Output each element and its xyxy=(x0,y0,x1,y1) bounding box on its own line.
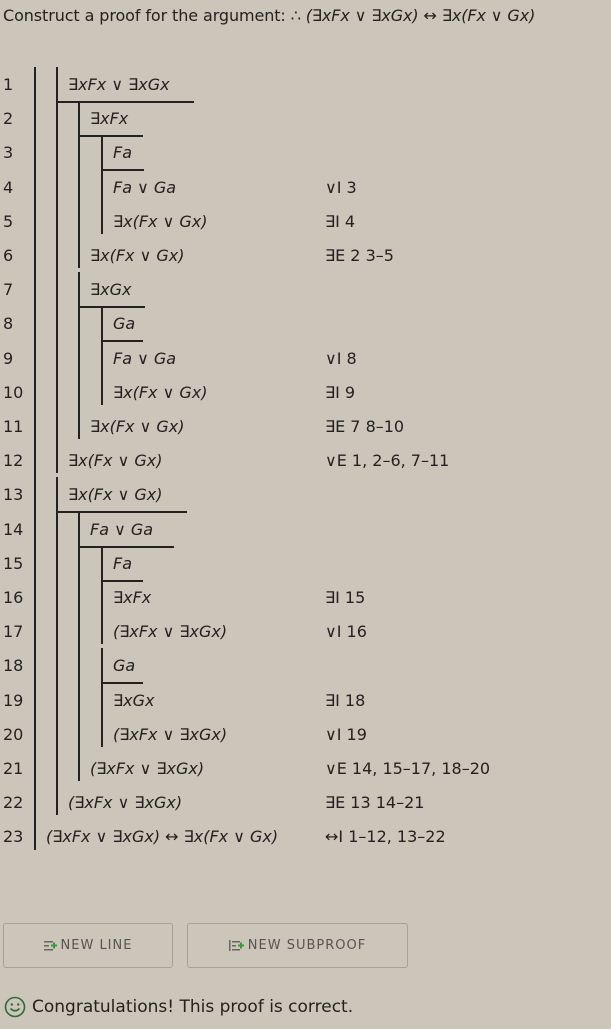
assumption-bar xyxy=(58,511,187,513)
proof-line[interactable] xyxy=(0,716,611,750)
assumption-bar xyxy=(80,306,145,308)
assumption-bar xyxy=(103,169,144,171)
line-formula[interactable]: Fa ∨ Ga xyxy=(113,177,177,197)
line-formula[interactable]: ∃xFx xyxy=(113,588,152,607)
scope-line xyxy=(56,477,58,815)
line-justification[interactable]: ∨I 3 xyxy=(325,177,357,197)
line-formula[interactable]: (∃xFx ∨ ∃xGx) xyxy=(90,759,205,778)
proof-line[interactable] xyxy=(0,134,611,168)
line-number: 4 xyxy=(3,177,14,197)
assumption-bar xyxy=(80,135,143,137)
line-number: 15 xyxy=(3,553,24,573)
line-justification[interactable]: ∃E 2 3–5 xyxy=(325,246,394,265)
line-formula[interactable]: ∃x(Fx ∨ Gx) xyxy=(113,211,208,231)
scope-line xyxy=(78,101,80,268)
line-number: 22 xyxy=(3,793,24,813)
new-line-label: NEW LINE xyxy=(60,938,133,953)
line-justification[interactable]: ∃E 7 8–10 xyxy=(325,417,405,436)
problem-prompt xyxy=(3,6,535,25)
line-justification[interactable]: ∨E 14, 15–17, 18–20 xyxy=(325,759,491,778)
line-justification[interactable]: ∃I 18 xyxy=(325,690,366,710)
line-number: 21 xyxy=(3,759,24,778)
line-formula[interactable]: (∃xFx ∨ ∃xGx) xyxy=(113,622,228,642)
scope-line xyxy=(101,135,103,234)
proof-line[interactable] xyxy=(0,545,611,579)
line-formula[interactable]: ∃xFx xyxy=(90,109,129,129)
proof-line[interactable] xyxy=(0,66,611,100)
line-number: 13 xyxy=(3,485,24,505)
proof-line[interactable] xyxy=(0,818,611,852)
line-formula[interactable]: Fa xyxy=(113,553,133,573)
assumption-bar xyxy=(103,580,143,582)
status-message xyxy=(4,996,353,1018)
new-subproof-icon xyxy=(229,940,244,951)
new-line-button[interactable] xyxy=(3,923,173,968)
line-justification[interactable]: ∃I 15 xyxy=(325,588,366,607)
line-formula[interactable]: ∃x(Fx ∨ Gx) xyxy=(90,417,185,436)
proof-line[interactable] xyxy=(0,305,611,339)
line-number: 11 xyxy=(3,417,24,436)
new-subproof-button[interactable] xyxy=(187,923,408,968)
line-formula[interactable]: (∃xFx ∨ ∃xGx) xyxy=(113,724,228,744)
proof-line[interactable] xyxy=(0,511,611,545)
proof-line[interactable] xyxy=(0,100,611,134)
prompt-text: Construct a proof for the argument: ∴ xyxy=(3,6,306,25)
line-formula[interactable]: Ga xyxy=(113,314,136,334)
line-number: 19 xyxy=(3,690,24,710)
proof-line[interactable] xyxy=(0,682,611,716)
assumption-bar xyxy=(80,546,174,548)
scope-line xyxy=(101,546,103,645)
proof-line[interactable] xyxy=(0,647,611,681)
line-number: 12 xyxy=(3,451,24,471)
proof-line[interactable] xyxy=(0,237,611,271)
proof-line[interactable] xyxy=(0,613,611,647)
line-number: 6 xyxy=(3,246,14,265)
line-number: 16 xyxy=(3,588,24,607)
line-number: 23 xyxy=(3,827,24,847)
scope-line xyxy=(101,306,103,405)
line-justification[interactable]: ∨I 16 xyxy=(325,622,367,642)
smiley-icon xyxy=(4,996,26,1018)
proof-line[interactable] xyxy=(0,784,611,818)
line-formula[interactable]: ∃xGx xyxy=(90,280,132,300)
assumption-bar xyxy=(103,682,143,684)
line-justification[interactable]: ∨I 19 xyxy=(325,724,367,744)
proof-line[interactable] xyxy=(0,408,611,442)
line-number: 10 xyxy=(3,382,24,402)
proof-line[interactable] xyxy=(0,476,611,510)
proof-line[interactable] xyxy=(0,203,611,237)
proof-line[interactable] xyxy=(0,374,611,408)
line-formula[interactable]: ∃x(Fx ∨ Gx) xyxy=(113,382,208,402)
proof-line[interactable] xyxy=(0,271,611,305)
line-justification[interactable]: ∨E 1, 2–6, 7–11 xyxy=(325,451,450,471)
assumption-bar xyxy=(103,340,143,342)
status-text: Congratulations! This proof is correct. xyxy=(32,997,354,1017)
proof-line[interactable] xyxy=(0,750,611,784)
line-number: 2 xyxy=(3,109,14,129)
line-formula[interactable]: Fa ∨ Ga xyxy=(90,519,154,539)
line-justification[interactable]: ∨I 8 xyxy=(325,348,357,368)
line-justification[interactable]: ∃I 4 xyxy=(325,211,356,231)
new-subproof-label: NEW SUBPROOF xyxy=(247,938,367,953)
scope-line xyxy=(78,272,80,439)
line-formula[interactable]: Fa xyxy=(113,143,133,163)
new-line-icon xyxy=(44,940,57,951)
proof-area xyxy=(0,66,611,906)
line-number: 8 xyxy=(3,314,14,334)
line-formula[interactable]: ∃xFx ∨ ∃xGx xyxy=(68,75,170,94)
line-number: 5 xyxy=(3,211,14,231)
line-number: 3 xyxy=(3,143,14,163)
proof-line[interactable] xyxy=(0,169,611,203)
line-formula[interactable]: ∃x(Fx ∨ Gx) xyxy=(68,485,163,505)
line-justification[interactable]: ↔I 1–12, 13–22 xyxy=(325,827,446,847)
proof-line[interactable] xyxy=(0,579,611,613)
line-formula[interactable]: ∃xGx xyxy=(113,690,155,710)
line-number: 1 xyxy=(3,75,14,94)
scope-line xyxy=(56,67,58,473)
proof-line[interactable] xyxy=(0,340,611,374)
scope-line xyxy=(101,648,103,747)
line-formula[interactable]: (∃xFx ∨ ∃xGx) ↔ ∃x(Fx ∨ Gx) xyxy=(46,827,279,847)
line-number: 14 xyxy=(3,519,24,539)
argument-formula: (∃xFx ∨ ∃xGx) ↔ ∃x(Fx ∨ Gx) xyxy=(305,6,536,25)
line-number: 7 xyxy=(3,280,14,300)
line-formula[interactable]: Ga xyxy=(113,656,136,676)
scope-line xyxy=(78,512,80,782)
line-formula[interactable]: Fa ∨ Ga xyxy=(113,348,177,368)
line-number: 18 xyxy=(3,656,24,676)
line-number: 17 xyxy=(3,622,24,642)
scope-line xyxy=(34,67,36,850)
line-formula[interactable]: ∃x(Fx ∨ Gx) xyxy=(90,246,185,265)
line-justification[interactable]: ∃E 13 14–21 xyxy=(325,793,425,813)
line-justification[interactable]: ∃I 9 xyxy=(325,382,356,402)
line-formula[interactable]: (∃xFx ∨ ∃xGx) xyxy=(68,793,183,813)
line-number: 9 xyxy=(3,348,14,368)
line-formula[interactable]: ∃x(Fx ∨ Gx) xyxy=(68,451,163,471)
assumption-bar xyxy=(58,101,194,103)
line-number: 20 xyxy=(3,724,24,744)
proof-line[interactable] xyxy=(0,442,611,476)
